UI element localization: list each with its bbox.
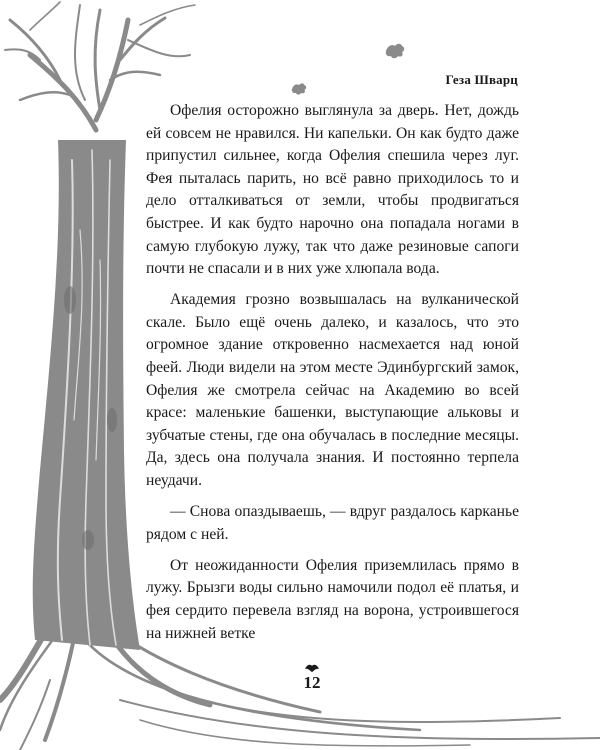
paragraph: Академия грозно возвышалась на вулканической скале. Было ещё очень далеко, и казалось, что это огромное здание откровенно насмехается над юной феей. Люди видели на этом месте Эдинбургский замок, Офелия же смотрела сейчас на Академию во всей красе: маленькие башенки, выступающие альковы и зубчатые стены, где она обучалась в последние месяцы. Да, здесь она получала знания. И постоянно терпела неудачи. xyxy=(146,291,519,489)
paragraph: — Снова опаздываешь, — вдруг раздалось карканье рядом с ней. xyxy=(146,503,519,543)
page-number: 12 xyxy=(303,673,321,692)
running-head: Геза Шварц xyxy=(445,72,518,87)
body-text xyxy=(146,100,519,654)
oak-leaf-icon xyxy=(290,82,308,96)
paragraph: От неожиданности Офелия приземлилась прямо в лужу. Брызги воды сильно намочили подол её платья, и фея сердито перевела взгляд на ворона, устроившегося на нижней ветке xyxy=(146,556,519,642)
oak-leaf-icon xyxy=(384,42,406,60)
leaf-ornament-icon xyxy=(304,663,320,673)
paragraph: Офелия осторожно выглянула за дверь. Нет, дождь ей совсем не нравился. Ни капельки. Он как будто даже припустил сильнее, когда Офелия спешила через луг. Фея пыталась парить, но всё равно приходилось то и дело отталкиваться от земли, чтобы продвигаться быстрее. И как будто нарочно она попадала ногами в самую глубокую лужу, так что даже резиновые сапоги почти не спасали и в них уже хлюпала вода. xyxy=(146,102,519,278)
